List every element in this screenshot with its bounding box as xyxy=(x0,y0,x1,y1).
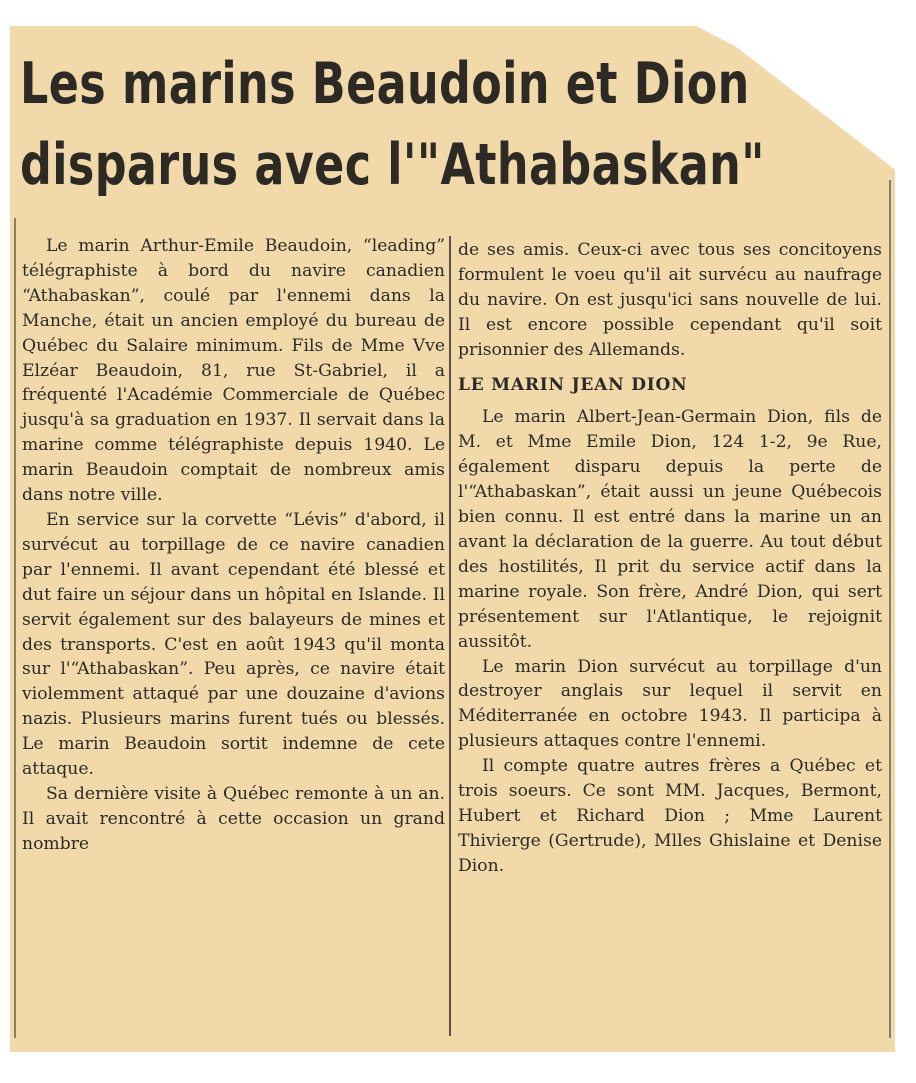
left-column xyxy=(22,234,445,857)
headline-line-1: Les marins Beaudoin et Dion xyxy=(20,51,750,117)
subheading-jean-dion: LE MARIN JEAN DION xyxy=(458,374,688,395)
right-border-rule xyxy=(889,180,891,1038)
paragraph-beaudoin-intro: Le marin Arthur-Emile Beaudoin, “leading” télégraphiste à bord du navire canadien “Athabaskan”, coulé par l'ennemi dans la Manche, était un ancien employé du bureau de Québec du Salaire minimum. Fils de Mme Vve Elzéar Beaudoin, 81, rue St-Gabriel, il a fréquenté l'Académie Commerciale de Québec jusqu'à sa graduation en 1937. Il servait dans la marine comme télégraphiste depuis 1940. Le marin Beaudoin comptait de nombreux amis dans notre ville. xyxy=(22,236,445,506)
headline-line-2: disparus avec l'"Athabaskan" xyxy=(20,132,765,198)
paragraph-beaudoin-service: En service sur la corvette “Lévis” d'abord, il survécut au torpillage de ce navire canadien par l'ennemi. Il avant cependant été blessé et dut faire un séjour dans un hôpital en Islande. Il servit également sur des balayeurs de mines et des transports. C'est en août 1943 qu'il monta sur l'“Athabaskan”. Peu après, ce navire était violemment attaqué par une douzaine d'avions nazis. Plusieurs marins furent tués ou blessés. Le marin Beaudoin sortit indemne de cete attaque. xyxy=(22,509,445,780)
paragraph-dion-service: Le marin Dion survécut au torpillage d'un destroyer anglais sur lequel il servit en Méditerranée en octobre 1943. Il participa à plusieurs attaques contre l'ennemi. xyxy=(458,656,882,752)
left-border-rule xyxy=(14,218,16,1038)
paragraph-beaudoin-continuation: de ses amis. Ceux-ci avec tous ses concitoyens formulent le voeu qu'il ait survécu au naufrage du navire. On est jusqu'ici sans nouvelle de lui. Il est encore possible cependant qu'il soit prisonnier des Allemands. xyxy=(458,240,882,360)
paragraph-beaudoin-visit: Sa dernière visite à Québec remonte à un an. Il avait rencontré à cette occasion un grand nombre xyxy=(22,783,445,854)
paragraph-dion-family: Il compte quatre autres frères a Québec et trois soeurs. Ce sont MM. Jacques, Bermont, Hubert et Richard Dion ; Mme Laurent Thivierge (Gertrude), Mlles Ghislaine et Denise Dion. xyxy=(458,756,882,876)
headline xyxy=(20,44,765,206)
right-column xyxy=(458,238,882,879)
column-divider xyxy=(449,236,451,1036)
paragraph-dion-intro: Le marin Albert-Jean-Germain Dion, fils de M. et Mme Emile Dion, 124 1-2, 9e Rue, également disparu depuis la perte de l'“Athabaskan”, était aussi un jeune Québecois bien connu. Il est entré dans la marine un an avant la déclaration de la guerre. Au tout début des hostilités, Il prit du service actif dans la marine royale. Son frère, André Dion, qui sert présentement sur l'Atlantique, le rejoignit aussitôt. xyxy=(458,407,882,652)
